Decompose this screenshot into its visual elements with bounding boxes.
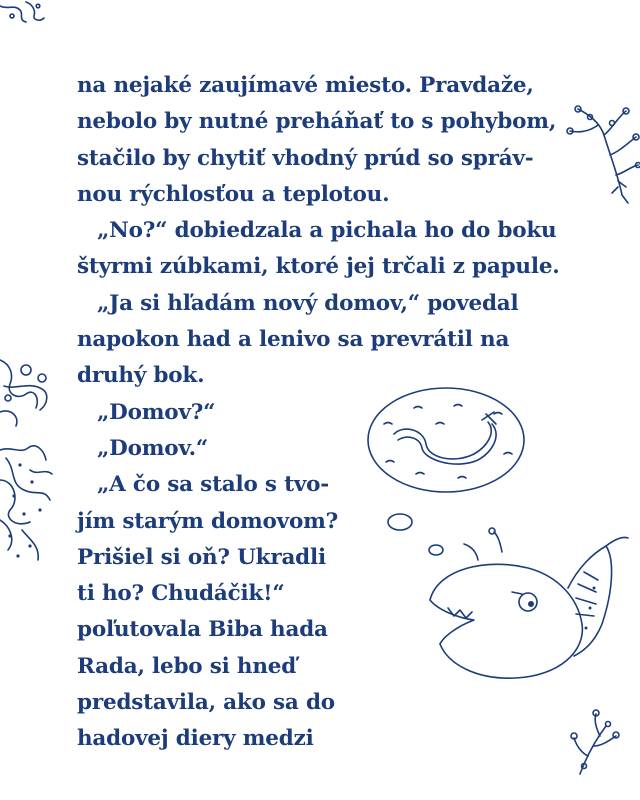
text-line: Prišiel si oň? Ukradli [77, 544, 326, 570]
text-line: ti ho? Chudáčik!“ [77, 581, 285, 607]
story-text [77, 68, 597, 758]
text-line: na nejaké zaujímavé miesto. Pravdaže, [77, 73, 534, 98]
text-line: poľutovala Biba hada [77, 617, 328, 643]
text-line: „Ja si hľadám nový domov,“ povedal [97, 290, 519, 316]
text-line: „Domov?“ [97, 399, 216, 425]
text-line: štyrmi zúbkami, ktoré jej trčali z papule. [77, 254, 560, 280]
text-line: hadovej diery medzi [77, 726, 314, 752]
text-line: stačilo by chytiť vhodný prúd so správ- [77, 145, 534, 171]
text-line: „A čo sa stalo s tvo- [97, 472, 330, 498]
text-line: „Domov.“ [97, 435, 209, 461]
text-line: jím starým domovom? [77, 508, 339, 534]
text-line: druhý bok. [77, 363, 205, 389]
text-line: Rada, lebo si hneď [77, 653, 297, 679]
text-line: „No?“ dobiedzala a pichala ho do boku [97, 218, 557, 244]
coral-left-icon [0, 350, 70, 590]
text-line: napokon had a lenivo sa prevrátil na [77, 327, 510, 353]
text-line: nou rýchlosťou a teplotou. [77, 181, 390, 207]
text-line: nebolo by nutné preháňať to s pohybom, [77, 109, 557, 135]
coral-top-left-icon [0, 0, 60, 30]
text-line: predstavila, ako sa do [77, 690, 335, 716]
